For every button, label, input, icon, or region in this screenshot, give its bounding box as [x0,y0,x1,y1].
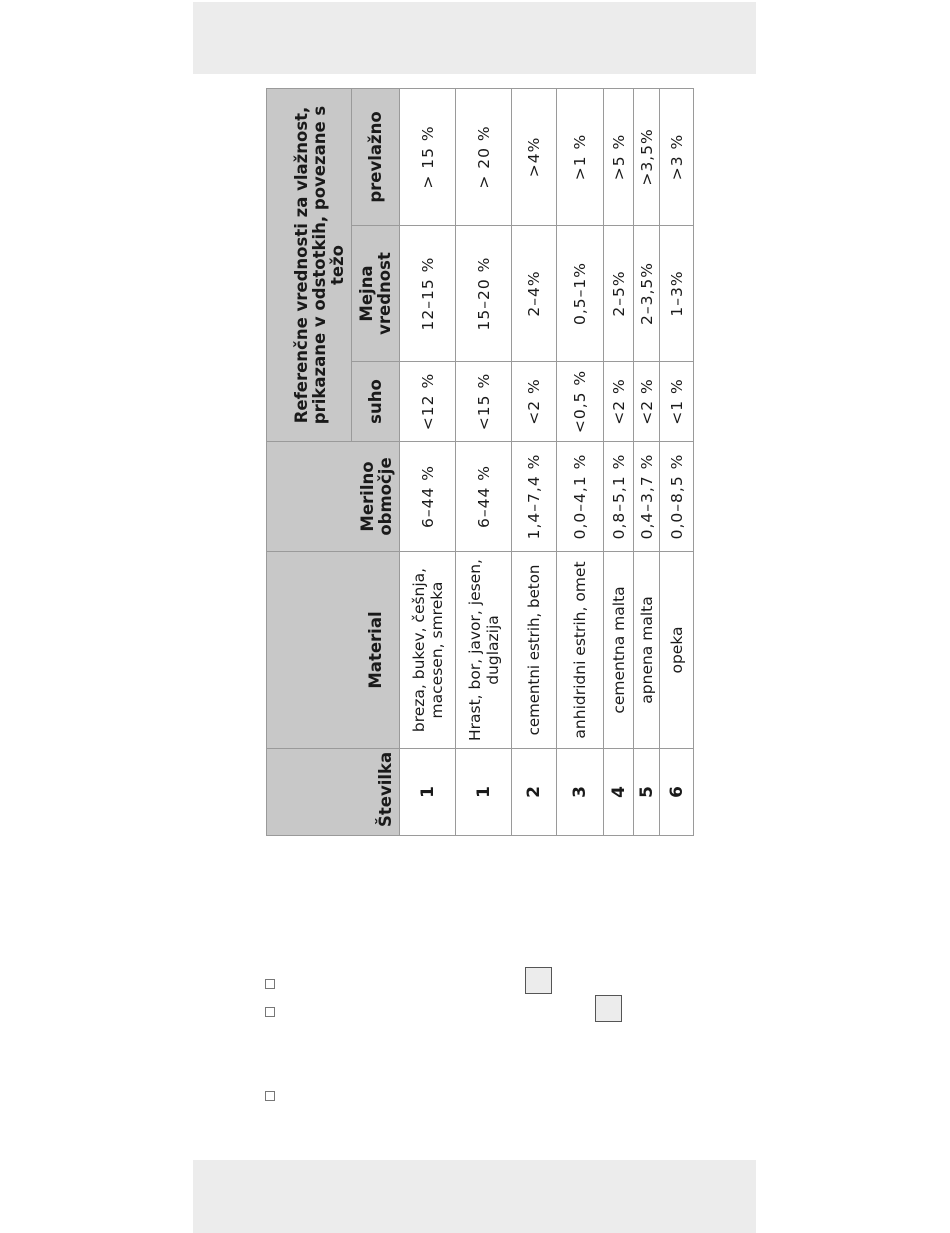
row-range: 0,0–4,1 % [557,442,604,552]
row-mejna: 2–5% [604,226,634,362]
row-suho: <0,5 % [557,362,604,442]
row-range: 0,8–5,1 % [604,442,634,552]
row-number: 5 [634,749,660,836]
bullet-checkbox [265,1091,275,1101]
header-merilno-obmocje: Merilno območje [267,442,400,552]
row-suho: <1 % [660,362,694,442]
row-range: 1,4–7,4 % [512,442,557,552]
bullet-checkbox [265,1007,275,1017]
row-material: anhidridni estrih, omet [557,552,604,749]
header-suho: suho [352,362,400,442]
row-prevlazno: >5 % [604,88,634,225]
row-number: 1 [400,749,456,836]
table-row [557,88,604,835]
row-suho: <2 % [512,362,557,442]
row-number: 4 [604,749,634,836]
row-mejna: 2–4% [512,226,557,362]
table-row [604,88,634,835]
row-prevlazno: >3 % [660,88,694,225]
bottom-gray-band [193,1160,756,1233]
row-number: 2 [512,749,557,836]
row-mejna: 0,5–1% [557,226,604,362]
row-suho: <2 % [634,362,660,442]
row-mejna: 12–15 % [400,226,456,362]
row-mejna: 1–3% [660,226,694,362]
row-prevlazno: >3,5% [634,88,660,225]
moisture-reference-table [266,89,693,836]
table-row [660,88,694,835]
row-range: 0,4–3,7 % [634,442,660,552]
row-prevlazno: >1 % [557,88,604,225]
header-prevlazno: prevlažno [352,88,400,225]
header-reference-values: Referenčne vrednosti za vlažnost, prikazane v odstotkih, povezane s težo [267,88,352,441]
row-material: Hrast, bor, javor, jesen, duglazija [456,552,512,749]
row-suho: <2 % [604,362,634,442]
table-row [512,88,557,835]
row-material: cementni estrih, beton [512,552,557,749]
table-row [456,88,512,835]
row-suho: <15 % [456,362,512,442]
row-range: 0,0–8,5 % [660,442,694,552]
row-suho: <12 % [400,362,456,442]
header-material: Material [267,552,400,749]
row-prevlazno: > 15 % [400,88,456,225]
row-material: opeka [660,552,694,749]
bullet-checkbox [265,979,275,989]
row-prevlazno: > 20 % [456,88,512,225]
display-square-icon [595,995,622,1022]
row-prevlazno: >4% [512,88,557,225]
table-row [400,88,456,835]
header-mejna-vrednost: Mejna vrednost [352,226,400,362]
display-square-icon [525,967,552,994]
row-mejna: 2–3,5% [634,226,660,362]
row-number: 1 [456,749,512,836]
header-stevilka: Številka [267,749,400,836]
row-number: 3 [557,749,604,836]
row-range: 6–44 % [456,442,512,552]
row-number: 6 [660,749,694,836]
row-material: apnena malta [634,552,660,749]
top-gray-band [193,2,756,74]
row-material: breza, bukev, češnja, macesen, smreka [400,552,456,749]
row-range: 6–44 % [400,442,456,552]
row-mejna: 15–20 % [456,226,512,362]
row-material: cementna malta [604,552,634,749]
table-row [634,88,660,835]
